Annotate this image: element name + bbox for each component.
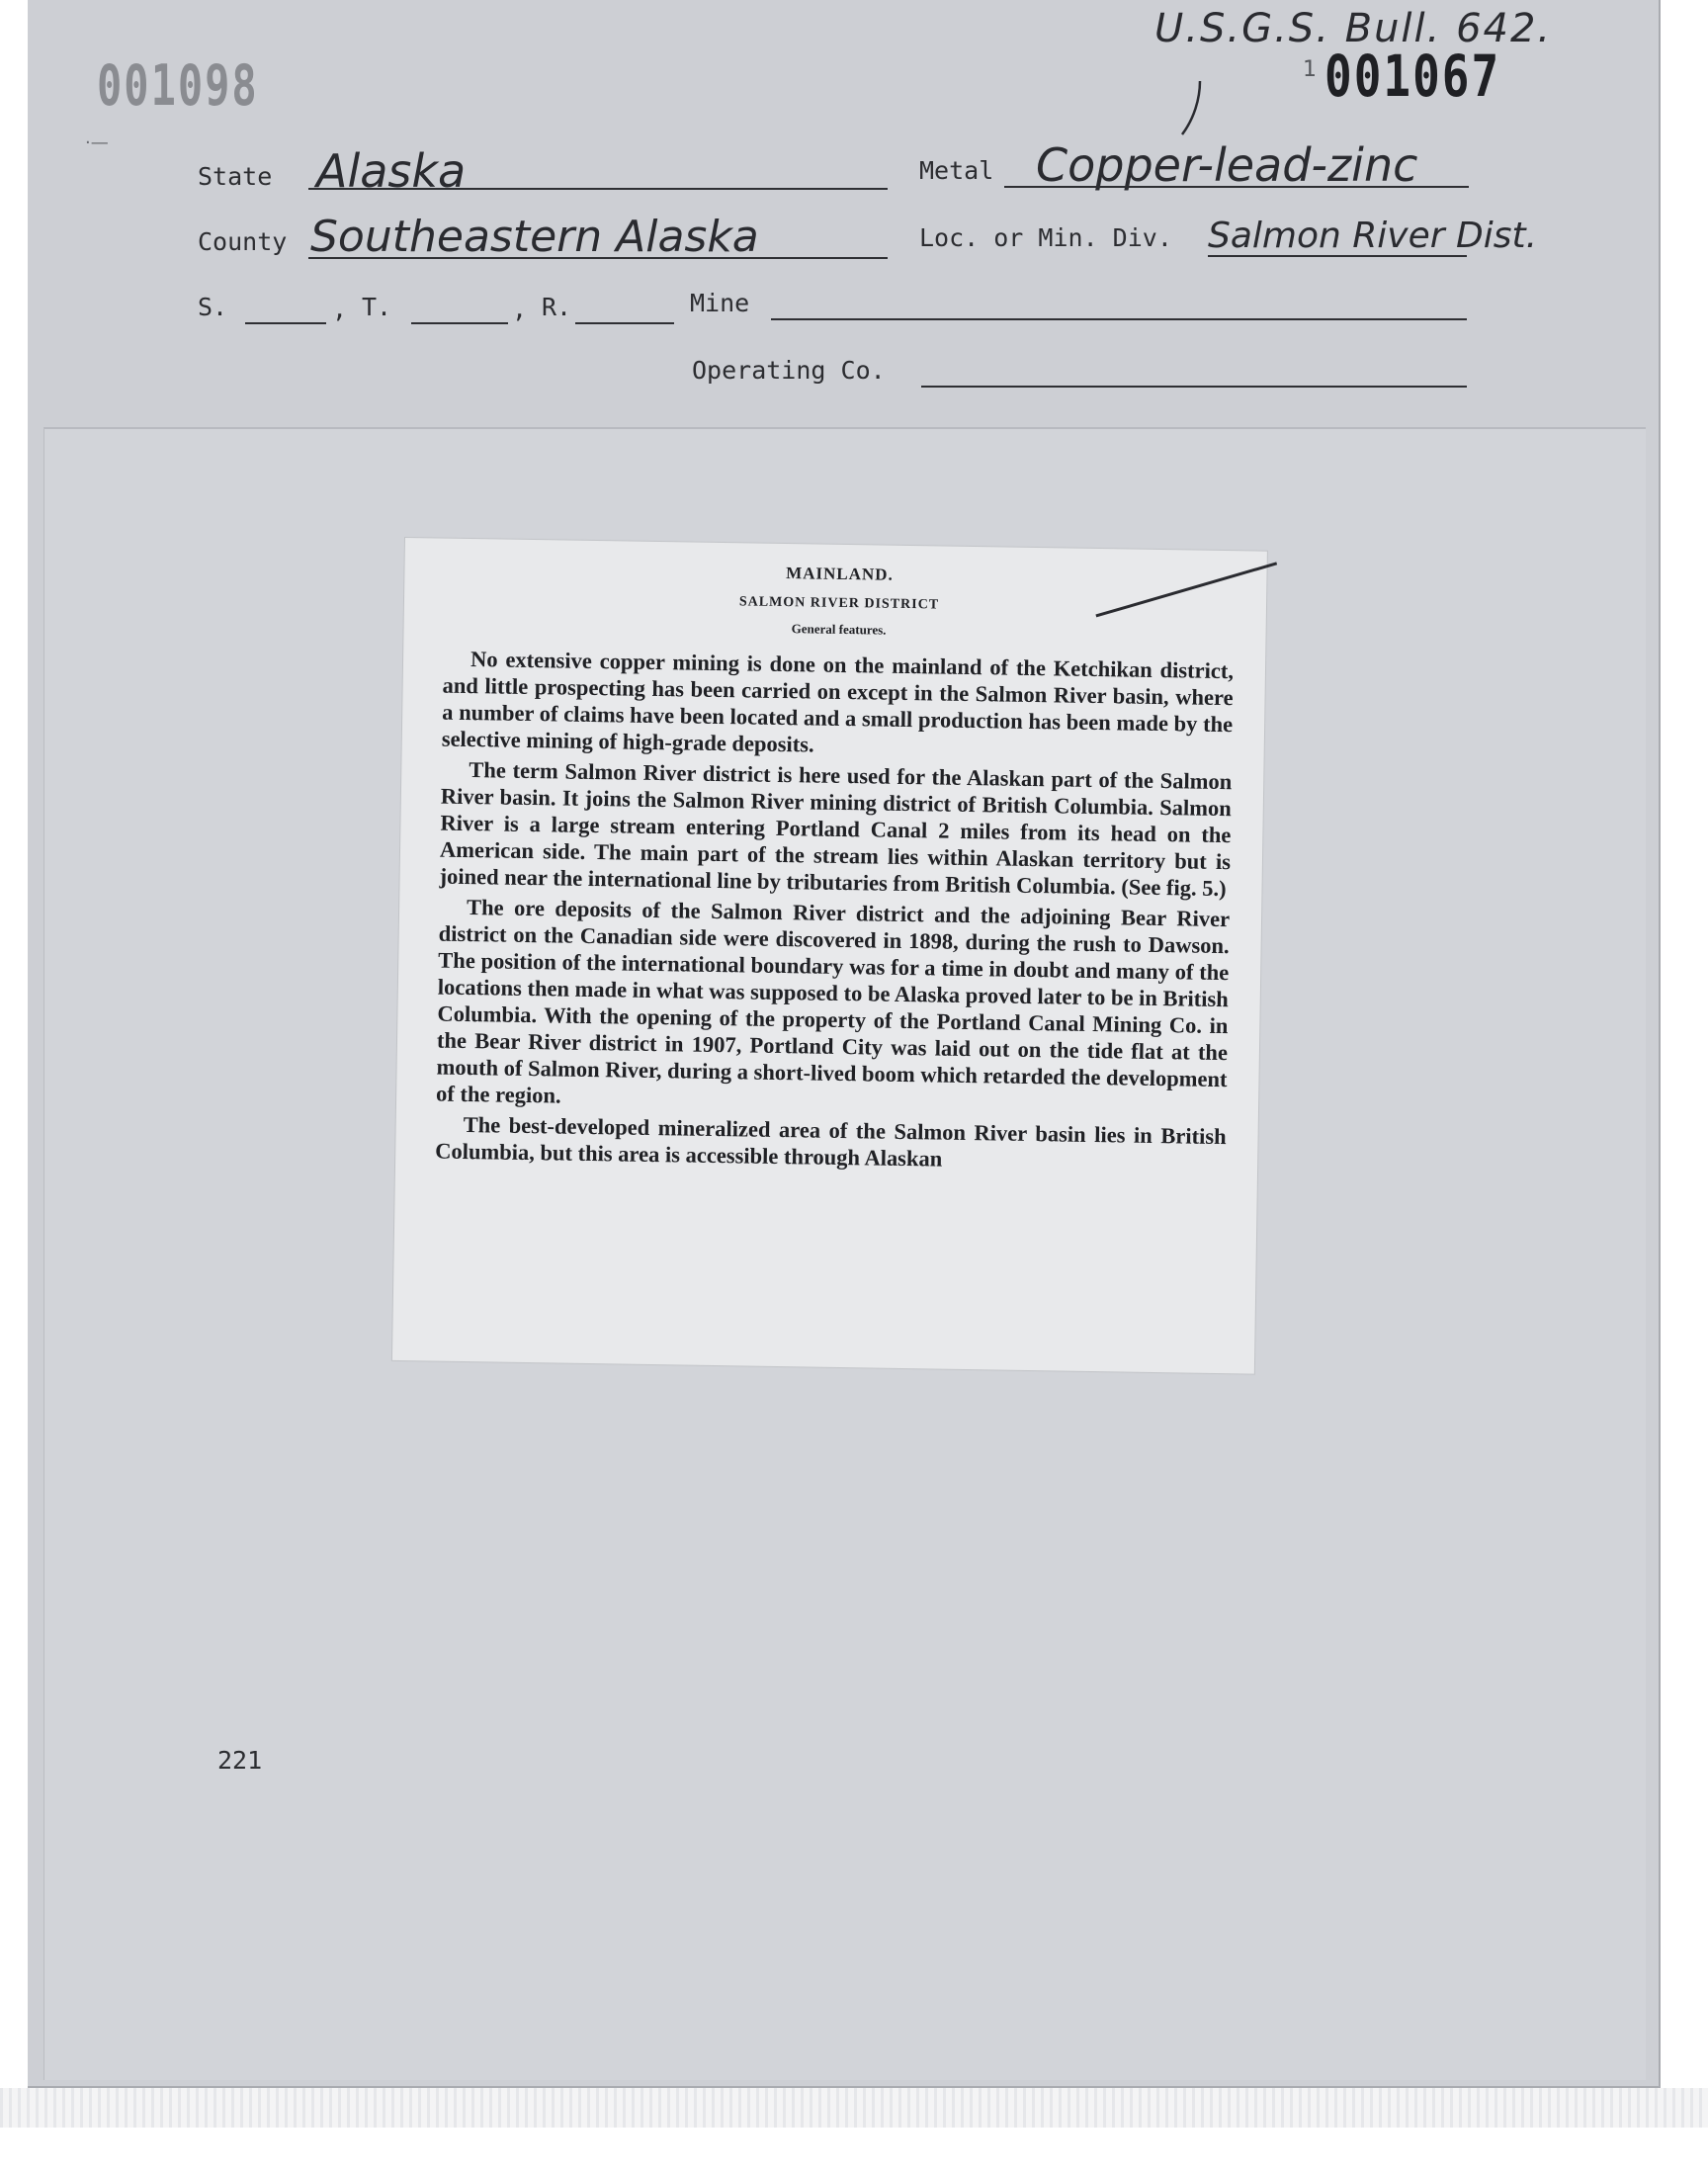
metal-value: Copper-lead-zinc xyxy=(1036,138,1418,192)
mine-label: Mine xyxy=(690,289,750,317)
s-label: S. xyxy=(198,293,228,321)
t-label: T. xyxy=(362,293,392,321)
county-value: Southeastern Alaska xyxy=(310,212,759,262)
state-value: Alaska xyxy=(316,144,467,198)
r-line xyxy=(575,322,674,324)
clipping-paragraph: The best-developed mineralized area of the Salmon River basin lies in British Columbia, but this area is accessible through Alaskan xyxy=(435,1111,1227,1172)
clipping-paragraph: The ore deposits of the Salmon River district and the adjoining Bear River district on the Canadian side were discovered in 1898, during the rush to Dawson. The position of the international boundary was for a time in doubt and many of the locations then made in what was supposed to be Alaska proved later to be in British Columbia. With the opening of the property of the Portland Canal Mining Co. in the Bear River district in 1907, Portland City was laid out on the tide flat at the mouth of Salmon River, during a short-lived boom which retarded the development of the region. xyxy=(435,895,1231,1108)
metal-label: Metal xyxy=(919,156,994,185)
source-note: U.S.G.S. Bull. 642. xyxy=(1154,6,1553,51)
t-line xyxy=(411,322,508,324)
clipping-paragraph: No extensive copper mining is done on the mainland of the Ketchikan district, and little prospecting has been carried on except in the Salmon River basin, where a number of claims have been located and a small production has been made by the selective mining of high-grade deposits. xyxy=(441,647,1235,757)
scan-edge xyxy=(0,2088,1708,2128)
text-clipping xyxy=(392,538,1267,1374)
clipping-heading: MAINLAND. xyxy=(786,564,894,584)
stamp-prefix: 1 xyxy=(1303,57,1317,82)
clipping-paragraph: The term Salmon River district is here used for the Alaskan part of the Salmon River basin. It joins the Salmon River mining district of British Columbia. Salmon River is a large stream entering Portland Canal 2 miles from its head on the American side. The main part of the stream lies within Alaskan territory but is joined near the international line by tributaries from British Columbia. (See fig. 5.) xyxy=(439,757,1233,902)
r-label: R. xyxy=(542,293,572,321)
t-comma: , xyxy=(512,295,528,323)
check-mark-icon xyxy=(1178,79,1204,138)
metal-line xyxy=(1004,186,1469,188)
clipping-section-title: General features. xyxy=(791,621,887,638)
loc-label: Loc. or Min. Div. xyxy=(919,223,1172,252)
stamp-number-left: 001098 xyxy=(97,52,259,119)
page-number: 221 xyxy=(217,1746,263,1775)
corner-mark: ·— xyxy=(85,132,109,153)
county-label: County xyxy=(198,227,288,256)
mine-line xyxy=(771,318,1467,320)
s-line xyxy=(245,322,326,324)
s-comma: , xyxy=(332,295,348,323)
loc-line xyxy=(1208,255,1467,257)
state-label: State xyxy=(198,162,273,191)
operating-label: Operating Co. xyxy=(692,356,886,385)
loc-value: Salmon River Dist. xyxy=(1208,216,1538,256)
state-line xyxy=(308,188,888,190)
stamp-number-right: 001067 xyxy=(1324,43,1501,110)
operating-line xyxy=(921,386,1467,388)
clipping-subheading: SALMON RIVER DISTRICT xyxy=(738,594,940,613)
county-line xyxy=(308,257,888,259)
